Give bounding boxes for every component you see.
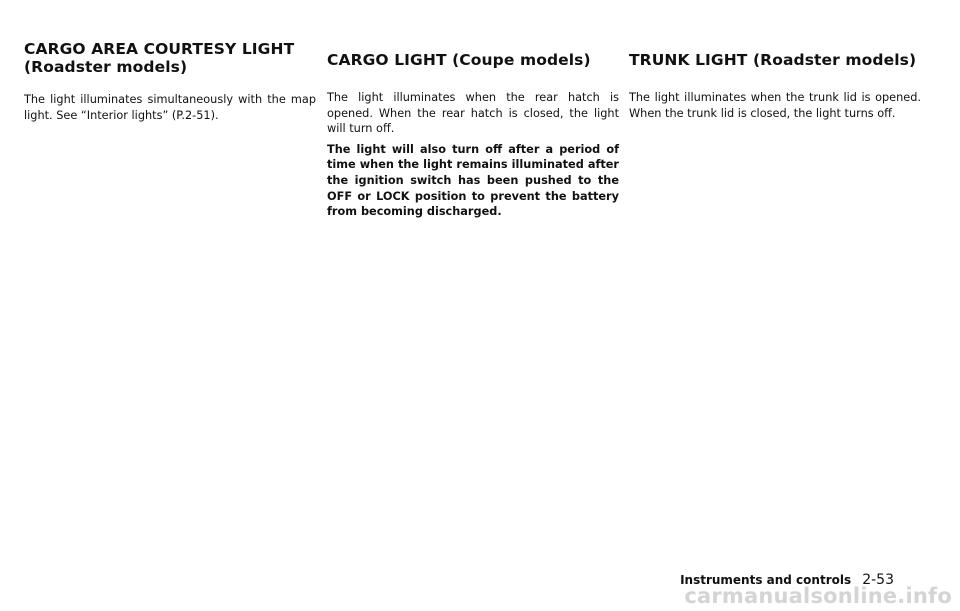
section-heading: TRUNK LIGHT (Roadster models) [629, 51, 917, 69]
section-paragraph: The light illuminates when the trunk lid is opened. When the trunk lid is closed, the light turns off. [629, 91, 921, 120]
page-number: 2-53 [862, 572, 894, 588]
section-heading: CARGO LIGHT (Coupe models) [327, 51, 591, 69]
section-paragraph: The light illuminates simultaneously with the map light. See “Interior lights” (P.2-51). [24, 93, 316, 122]
section-heading: CARGO AREA COURTESY LIGHT (Roadster models) [24, 40, 295, 76]
watermark: carmanualsonline.info [684, 584, 952, 608]
section-trunk-light [629, 40, 921, 126]
section-cargo-area-courtesy-light [24, 40, 316, 128]
section-paragraph: The light illuminates when the rear hatch is opened. When the rear hatch is closed, the light will turn off. [327, 91, 619, 136]
footer-section-title: Instruments and controls [680, 573, 852, 587]
section-warning-paragraph: The light will also turn off after a period of time when the light remains illuminated after the ignition switch has been pushed to the OFF or LOCK position to prevent the battery from becoming discharged. [327, 142, 619, 219]
section-cargo-light [327, 40, 619, 225]
